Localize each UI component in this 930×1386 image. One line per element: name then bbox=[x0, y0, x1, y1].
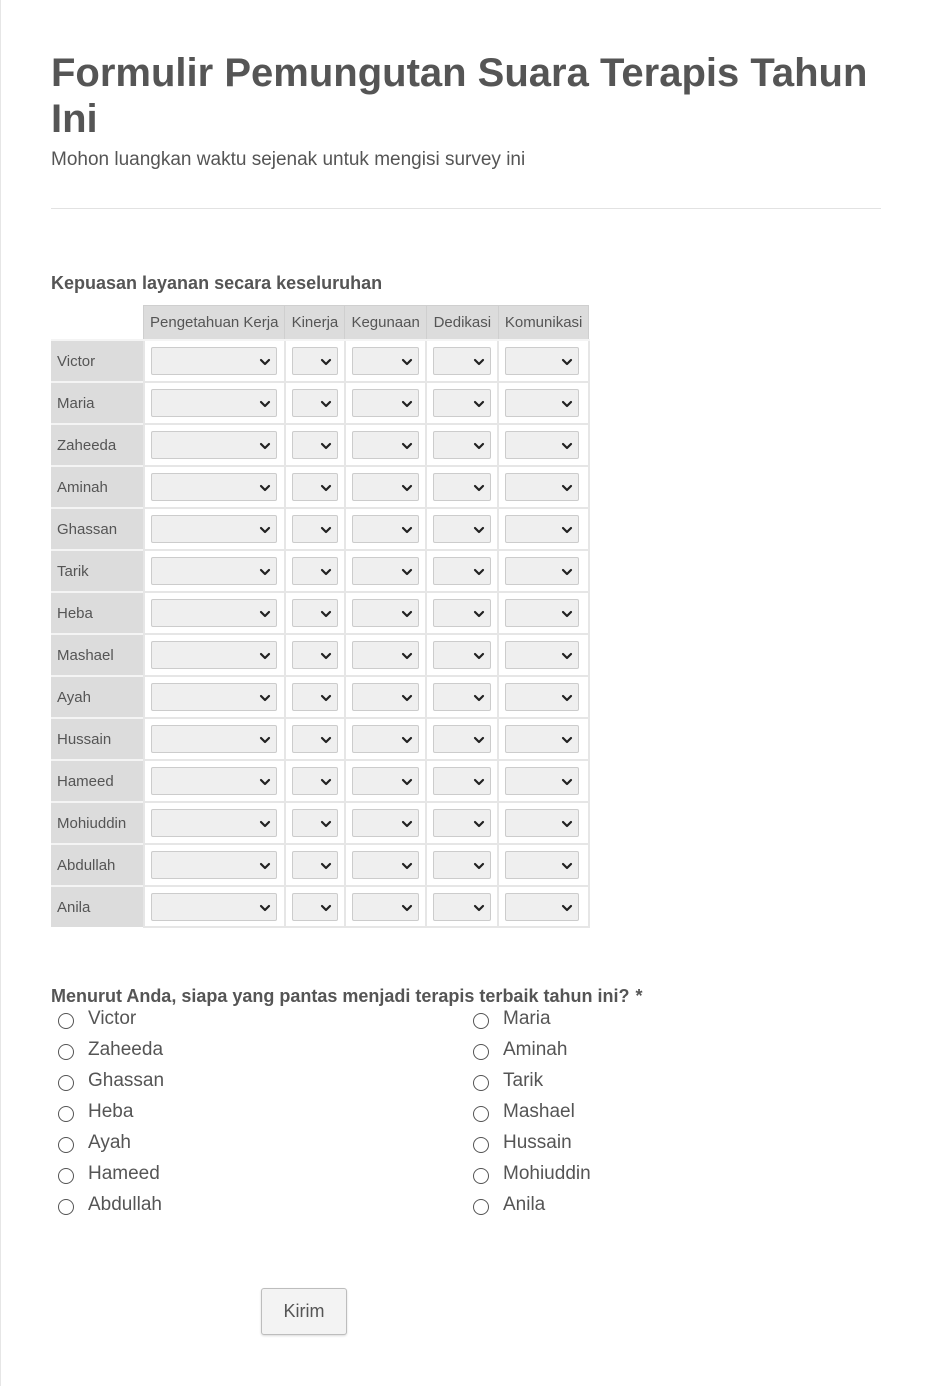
rating-select[interactable] bbox=[352, 515, 419, 543]
rating-select[interactable] bbox=[292, 557, 338, 585]
matrix-cell bbox=[285, 382, 345, 424]
matrix-cell bbox=[498, 424, 589, 466]
radio-button[interactable] bbox=[473, 1168, 489, 1184]
chevron-down-icon bbox=[320, 775, 332, 787]
matrix-question-label: Kepuasan layanan secara keseluruhan bbox=[51, 273, 383, 293]
radio-option-label: Zaheeda bbox=[88, 1039, 164, 1060]
satisfaction-matrix bbox=[51, 305, 590, 928]
rating-select[interactable] bbox=[433, 473, 491, 501]
chevron-down-icon bbox=[320, 733, 332, 745]
matrix-cell bbox=[426, 760, 498, 802]
matrix-cell bbox=[426, 466, 498, 508]
matrix-row bbox=[51, 718, 589, 760]
radio-option[interactable] bbox=[466, 1129, 572, 1157]
radio-option-label: Mohiuddin bbox=[503, 1163, 591, 1184]
matrix-cell bbox=[285, 760, 345, 802]
matrix-column-header: Pengetahuan Kerja bbox=[144, 306, 285, 341]
rating-select[interactable] bbox=[505, 683, 579, 711]
matrix-cell bbox=[345, 676, 426, 718]
radio-option[interactable] bbox=[466, 1005, 551, 1033]
rating-select[interactable] bbox=[151, 515, 277, 543]
rating-select[interactable] bbox=[433, 683, 491, 711]
rating-select[interactable] bbox=[151, 557, 277, 585]
rating-select[interactable] bbox=[352, 389, 419, 417]
matrix-row-label: Hussain bbox=[51, 718, 144, 760]
rating-select[interactable] bbox=[352, 599, 419, 627]
submit-button[interactable]: Kirim bbox=[261, 1288, 347, 1335]
chevron-down-icon bbox=[259, 775, 271, 787]
radio-button[interactable] bbox=[58, 1075, 74, 1091]
radio-option[interactable] bbox=[51, 1129, 131, 1157]
matrix-cell bbox=[426, 634, 498, 676]
matrix-row-label: Anila bbox=[51, 886, 144, 927]
matrix-row-label: Zaheeda bbox=[51, 424, 144, 466]
radio-button[interactable] bbox=[58, 1044, 74, 1060]
matrix-cell bbox=[426, 340, 498, 382]
matrix-cell bbox=[285, 340, 345, 382]
matrix-cell bbox=[285, 802, 345, 844]
chevron-down-icon bbox=[401, 775, 413, 787]
rating-select[interactable] bbox=[505, 725, 579, 753]
chevron-down-icon bbox=[401, 901, 413, 913]
rating-select[interactable] bbox=[151, 683, 277, 711]
rating-select[interactable] bbox=[352, 557, 419, 585]
chevron-down-icon bbox=[259, 817, 271, 829]
rating-select[interactable] bbox=[352, 767, 419, 795]
radio-option[interactable] bbox=[51, 1160, 160, 1188]
matrix-row bbox=[51, 382, 589, 424]
divider bbox=[51, 208, 881, 209]
chevron-down-icon bbox=[561, 691, 573, 703]
matrix-cell bbox=[345, 760, 426, 802]
rating-select[interactable] bbox=[505, 431, 579, 459]
rating-select[interactable] bbox=[433, 809, 491, 837]
matrix-cell bbox=[285, 508, 345, 550]
matrix-row-label: Hameed bbox=[51, 760, 144, 802]
rating-select[interactable] bbox=[352, 809, 419, 837]
matrix-cell bbox=[345, 844, 426, 886]
rating-select[interactable] bbox=[352, 431, 419, 459]
matrix-cell bbox=[345, 508, 426, 550]
chevron-down-icon bbox=[473, 733, 485, 745]
chevron-down-icon bbox=[259, 607, 271, 619]
matrix-cell bbox=[285, 718, 345, 760]
rating-select[interactable] bbox=[505, 641, 579, 669]
matrix-row bbox=[51, 592, 589, 634]
radio-button[interactable] bbox=[473, 1199, 489, 1215]
chevron-down-icon bbox=[401, 649, 413, 661]
chevron-down-icon bbox=[320, 439, 332, 451]
chevron-down-icon bbox=[320, 523, 332, 535]
rating-select[interactable] bbox=[505, 473, 579, 501]
matrix-cell bbox=[426, 424, 498, 466]
radio-option-label: Ayah bbox=[88, 1132, 131, 1153]
matrix-cell bbox=[498, 592, 589, 634]
chevron-down-icon bbox=[561, 775, 573, 787]
rating-select[interactable] bbox=[433, 389, 491, 417]
chevron-down-icon bbox=[320, 565, 332, 577]
chevron-down-icon bbox=[259, 733, 271, 745]
rating-select[interactable] bbox=[505, 599, 579, 627]
radio-option[interactable] bbox=[466, 1160, 591, 1188]
matrix-cell bbox=[498, 886, 589, 927]
radio-option[interactable] bbox=[51, 1067, 164, 1095]
rating-select[interactable] bbox=[433, 515, 491, 543]
rating-select[interactable] bbox=[505, 515, 579, 543]
rating-select[interactable] bbox=[151, 347, 277, 375]
matrix-cell bbox=[285, 466, 345, 508]
matrix-cell bbox=[426, 802, 498, 844]
matrix-cell bbox=[144, 886, 285, 927]
chevron-down-icon bbox=[259, 439, 271, 451]
rating-select[interactable] bbox=[292, 347, 338, 375]
rating-select[interactable] bbox=[352, 683, 419, 711]
rating-select[interactable] bbox=[505, 347, 579, 375]
chevron-down-icon bbox=[401, 859, 413, 871]
matrix-row bbox=[51, 634, 589, 676]
rating-select[interactable] bbox=[292, 599, 338, 627]
matrix-row bbox=[51, 466, 589, 508]
matrix-cell bbox=[498, 760, 589, 802]
chevron-down-icon bbox=[473, 481, 485, 493]
matrix-cell bbox=[144, 676, 285, 718]
radio-option[interactable] bbox=[466, 1098, 575, 1126]
radio-option-label: Ghassan bbox=[88, 1070, 165, 1091]
matrix-row-label: Abdullah bbox=[51, 844, 144, 886]
matrix-row-label: Mashael bbox=[51, 634, 144, 676]
matrix-column-header: Komunikasi bbox=[498, 306, 589, 341]
form-title: Formulir Pemungutan Suara Terapis Tahun Ini bbox=[51, 51, 868, 141]
chevron-down-icon bbox=[473, 439, 485, 451]
rating-select[interactable] bbox=[505, 809, 579, 837]
matrix-column-header: Kegunaan bbox=[345, 306, 426, 341]
chevron-down-icon bbox=[561, 481, 573, 493]
matrix-cell bbox=[498, 634, 589, 676]
chevron-down-icon bbox=[561, 439, 573, 451]
matrix-cell bbox=[498, 340, 589, 382]
rating-select[interactable] bbox=[352, 473, 419, 501]
matrix-cell bbox=[345, 886, 426, 927]
chevron-down-icon bbox=[320, 481, 332, 493]
rating-select[interactable] bbox=[151, 431, 277, 459]
chevron-down-icon bbox=[561, 733, 573, 745]
chevron-down-icon bbox=[259, 649, 271, 661]
matrix-cell bbox=[144, 382, 285, 424]
matrix-cell bbox=[285, 886, 345, 927]
matrix-cell bbox=[345, 718, 426, 760]
chevron-down-icon bbox=[561, 397, 573, 409]
chevron-down-icon bbox=[320, 817, 332, 829]
matrix-row-label: Heba bbox=[51, 592, 144, 634]
matrix-cell bbox=[285, 844, 345, 886]
radio-option-label: Hussain bbox=[503, 1132, 572, 1153]
matrix-row-label: Tarik bbox=[51, 550, 144, 592]
chevron-down-icon bbox=[259, 859, 271, 871]
required-mark: * bbox=[635, 986, 643, 1006]
matrix-cell bbox=[426, 508, 498, 550]
rating-select[interactable] bbox=[505, 851, 579, 879]
matrix-cell bbox=[498, 718, 589, 760]
rating-select[interactable] bbox=[151, 809, 277, 837]
chevron-down-icon bbox=[401, 523, 413, 535]
radio-option-label: Tarik bbox=[503, 1070, 544, 1091]
radio-option-label: Aminah bbox=[503, 1039, 568, 1060]
chevron-down-icon bbox=[561, 901, 573, 913]
rating-select[interactable] bbox=[292, 809, 338, 837]
chevron-down-icon bbox=[401, 565, 413, 577]
rating-select[interactable] bbox=[151, 725, 277, 753]
radio-button[interactable] bbox=[473, 1044, 489, 1060]
matrix-row bbox=[51, 760, 589, 802]
radio-option-label: Mashael bbox=[503, 1101, 575, 1122]
matrix-cell bbox=[345, 550, 426, 592]
matrix-cell bbox=[426, 886, 498, 927]
radio-option-label: Maria bbox=[503, 1008, 551, 1029]
chevron-down-icon bbox=[259, 523, 271, 535]
rating-select[interactable] bbox=[292, 431, 338, 459]
chevron-down-icon bbox=[561, 607, 573, 619]
chevron-down-icon bbox=[561, 523, 573, 535]
matrix-row-label: Aminah bbox=[51, 466, 144, 508]
rating-select[interactable] bbox=[292, 851, 338, 879]
matrix-cell bbox=[144, 718, 285, 760]
matrix-cell bbox=[498, 508, 589, 550]
matrix-cell bbox=[498, 466, 589, 508]
rating-select[interactable] bbox=[433, 893, 491, 921]
radio-option[interactable] bbox=[51, 1191, 162, 1219]
matrix-cell bbox=[426, 550, 498, 592]
radio-button[interactable] bbox=[58, 1106, 74, 1122]
chevron-down-icon bbox=[320, 649, 332, 661]
chevron-down-icon bbox=[473, 691, 485, 703]
rating-select[interactable] bbox=[433, 557, 491, 585]
radio-option[interactable] bbox=[466, 1036, 567, 1064]
matrix-cell bbox=[285, 592, 345, 634]
radio-button[interactable] bbox=[473, 1137, 489, 1153]
matrix-cell bbox=[498, 844, 589, 886]
rating-select[interactable] bbox=[505, 767, 579, 795]
radio-button[interactable] bbox=[58, 1137, 74, 1153]
radio-option[interactable] bbox=[51, 1098, 133, 1126]
matrix-cell bbox=[144, 802, 285, 844]
matrix-row bbox=[51, 340, 589, 382]
matrix-cell bbox=[144, 340, 285, 382]
rating-select[interactable] bbox=[433, 431, 491, 459]
chevron-down-icon bbox=[401, 439, 413, 451]
chevron-down-icon bbox=[473, 775, 485, 787]
matrix-row bbox=[51, 802, 589, 844]
matrix-corner bbox=[51, 306, 144, 341]
radio-option[interactable] bbox=[466, 1191, 545, 1219]
rating-select[interactable] bbox=[292, 725, 338, 753]
best-therapist-question-label bbox=[51, 985, 642, 1007]
matrix-cell bbox=[426, 592, 498, 634]
matrix-cell bbox=[285, 676, 345, 718]
rating-select[interactable] bbox=[292, 641, 338, 669]
matrix-row-label: Ayah bbox=[51, 676, 144, 718]
matrix-cell bbox=[426, 844, 498, 886]
rating-select[interactable] bbox=[151, 893, 277, 921]
rating-select[interactable] bbox=[505, 893, 579, 921]
rating-select[interactable] bbox=[292, 683, 338, 711]
matrix-row-label: Ghassan bbox=[51, 508, 144, 550]
chevron-down-icon bbox=[401, 817, 413, 829]
rating-select[interactable] bbox=[151, 473, 277, 501]
question-text: Menurut Anda, siapa yang pantas menjadi terapis terbaik tahun ini? bbox=[51, 986, 630, 1006]
chevron-down-icon bbox=[259, 355, 271, 367]
matrix-row-label: Victor bbox=[51, 340, 144, 382]
matrix-row-label: Mohiuddin bbox=[51, 802, 144, 844]
radio-button[interactable] bbox=[473, 1075, 489, 1091]
matrix-cell bbox=[144, 550, 285, 592]
chevron-down-icon bbox=[561, 817, 573, 829]
matrix-row bbox=[51, 886, 589, 927]
rating-select[interactable] bbox=[433, 641, 491, 669]
rating-select[interactable] bbox=[151, 599, 277, 627]
rating-select[interactable] bbox=[151, 389, 277, 417]
matrix-cell bbox=[345, 382, 426, 424]
rating-select[interactable] bbox=[505, 557, 579, 585]
rating-select[interactable] bbox=[292, 767, 338, 795]
chevron-down-icon bbox=[473, 859, 485, 871]
matrix-cell bbox=[144, 424, 285, 466]
matrix-cell bbox=[144, 466, 285, 508]
matrix-cell bbox=[426, 382, 498, 424]
chevron-down-icon bbox=[401, 355, 413, 367]
matrix-cell bbox=[345, 424, 426, 466]
chevron-down-icon bbox=[561, 859, 573, 871]
rating-select[interactable] bbox=[433, 725, 491, 753]
rating-select[interactable] bbox=[292, 389, 338, 417]
chevron-down-icon bbox=[259, 397, 271, 409]
radio-button[interactable] bbox=[473, 1013, 489, 1029]
matrix-column-header: Dedikasi bbox=[426, 306, 498, 341]
chevron-down-icon bbox=[320, 397, 332, 409]
chevron-down-icon bbox=[561, 565, 573, 577]
chevron-down-icon bbox=[320, 901, 332, 913]
matrix-row bbox=[51, 676, 589, 718]
matrix-cell bbox=[345, 802, 426, 844]
rating-select[interactable] bbox=[352, 725, 419, 753]
rating-select[interactable] bbox=[433, 599, 491, 627]
rating-select[interactable] bbox=[352, 893, 419, 921]
rating-select[interactable] bbox=[151, 767, 277, 795]
matrix-row bbox=[51, 844, 589, 886]
form-subtitle: Mohon luangkan waktu sejenak untuk mengisi survey ini bbox=[51, 149, 526, 170]
matrix-cell bbox=[144, 634, 285, 676]
matrix-column-header: Kinerja bbox=[285, 306, 345, 341]
rating-select[interactable] bbox=[292, 473, 338, 501]
matrix-row-label: Maria bbox=[51, 382, 144, 424]
matrix-cell bbox=[498, 802, 589, 844]
radio-option-label: Hameed bbox=[88, 1163, 160, 1184]
chevron-down-icon bbox=[320, 691, 332, 703]
radio-option-label: Abdullah bbox=[88, 1194, 162, 1215]
matrix-cell bbox=[426, 718, 498, 760]
matrix-cell bbox=[345, 634, 426, 676]
rating-select[interactable] bbox=[292, 515, 338, 543]
matrix-cell bbox=[498, 550, 589, 592]
chevron-down-icon bbox=[259, 565, 271, 577]
radio-option[interactable] bbox=[466, 1067, 543, 1095]
rating-select[interactable] bbox=[292, 893, 338, 921]
chevron-down-icon bbox=[320, 859, 332, 871]
matrix-cell bbox=[285, 634, 345, 676]
chevron-down-icon bbox=[320, 355, 332, 367]
rating-select[interactable] bbox=[352, 641, 419, 669]
rating-select[interactable] bbox=[505, 389, 579, 417]
radio-option[interactable] bbox=[51, 1036, 163, 1064]
matrix-row bbox=[51, 508, 589, 550]
matrix-cell bbox=[498, 382, 589, 424]
radio-button[interactable] bbox=[473, 1106, 489, 1122]
rating-select[interactable] bbox=[433, 767, 491, 795]
radio-button[interactable] bbox=[58, 1013, 74, 1029]
chevron-down-icon bbox=[473, 523, 485, 535]
matrix-cell bbox=[144, 592, 285, 634]
chevron-down-icon bbox=[259, 481, 271, 493]
chevron-down-icon bbox=[259, 901, 271, 913]
matrix-row bbox=[51, 424, 589, 466]
matrix-cell bbox=[144, 508, 285, 550]
rating-select[interactable] bbox=[151, 851, 277, 879]
chevron-down-icon bbox=[473, 355, 485, 367]
chevron-down-icon bbox=[401, 607, 413, 619]
chevron-down-icon bbox=[561, 355, 573, 367]
matrix-cell bbox=[144, 760, 285, 802]
rating-select[interactable] bbox=[433, 347, 491, 375]
rating-select[interactable] bbox=[352, 851, 419, 879]
matrix-cell bbox=[345, 592, 426, 634]
chevron-down-icon bbox=[473, 565, 485, 577]
chevron-down-icon bbox=[401, 691, 413, 703]
radio-option-label: Anila bbox=[503, 1194, 546, 1215]
chevron-down-icon bbox=[320, 607, 332, 619]
matrix-cell bbox=[285, 424, 345, 466]
matrix-cell bbox=[345, 340, 426, 382]
chevron-down-icon bbox=[473, 649, 485, 661]
matrix-cell bbox=[144, 844, 285, 886]
radio-option[interactable] bbox=[51, 1005, 136, 1033]
rating-select[interactable] bbox=[433, 851, 491, 879]
chevron-down-icon bbox=[473, 901, 485, 913]
chevron-down-icon bbox=[561, 649, 573, 661]
chevron-down-icon bbox=[473, 607, 485, 619]
radio-option-label: Heba bbox=[88, 1101, 134, 1122]
matrix-cell bbox=[285, 550, 345, 592]
chevron-down-icon bbox=[401, 397, 413, 409]
rating-select[interactable] bbox=[352, 347, 419, 375]
radio-button[interactable] bbox=[58, 1199, 74, 1215]
radio-button[interactable] bbox=[58, 1168, 74, 1184]
chevron-down-icon bbox=[473, 397, 485, 409]
matrix-row bbox=[51, 550, 589, 592]
radio-option-label: Victor bbox=[88, 1008, 137, 1029]
chevron-down-icon bbox=[473, 817, 485, 829]
chevron-down-icon bbox=[401, 481, 413, 493]
chevron-down-icon bbox=[259, 691, 271, 703]
matrix-cell bbox=[345, 466, 426, 508]
chevron-down-icon bbox=[401, 733, 413, 745]
rating-select[interactable] bbox=[151, 641, 277, 669]
matrix-cell bbox=[498, 676, 589, 718]
matrix-cell bbox=[426, 676, 498, 718]
